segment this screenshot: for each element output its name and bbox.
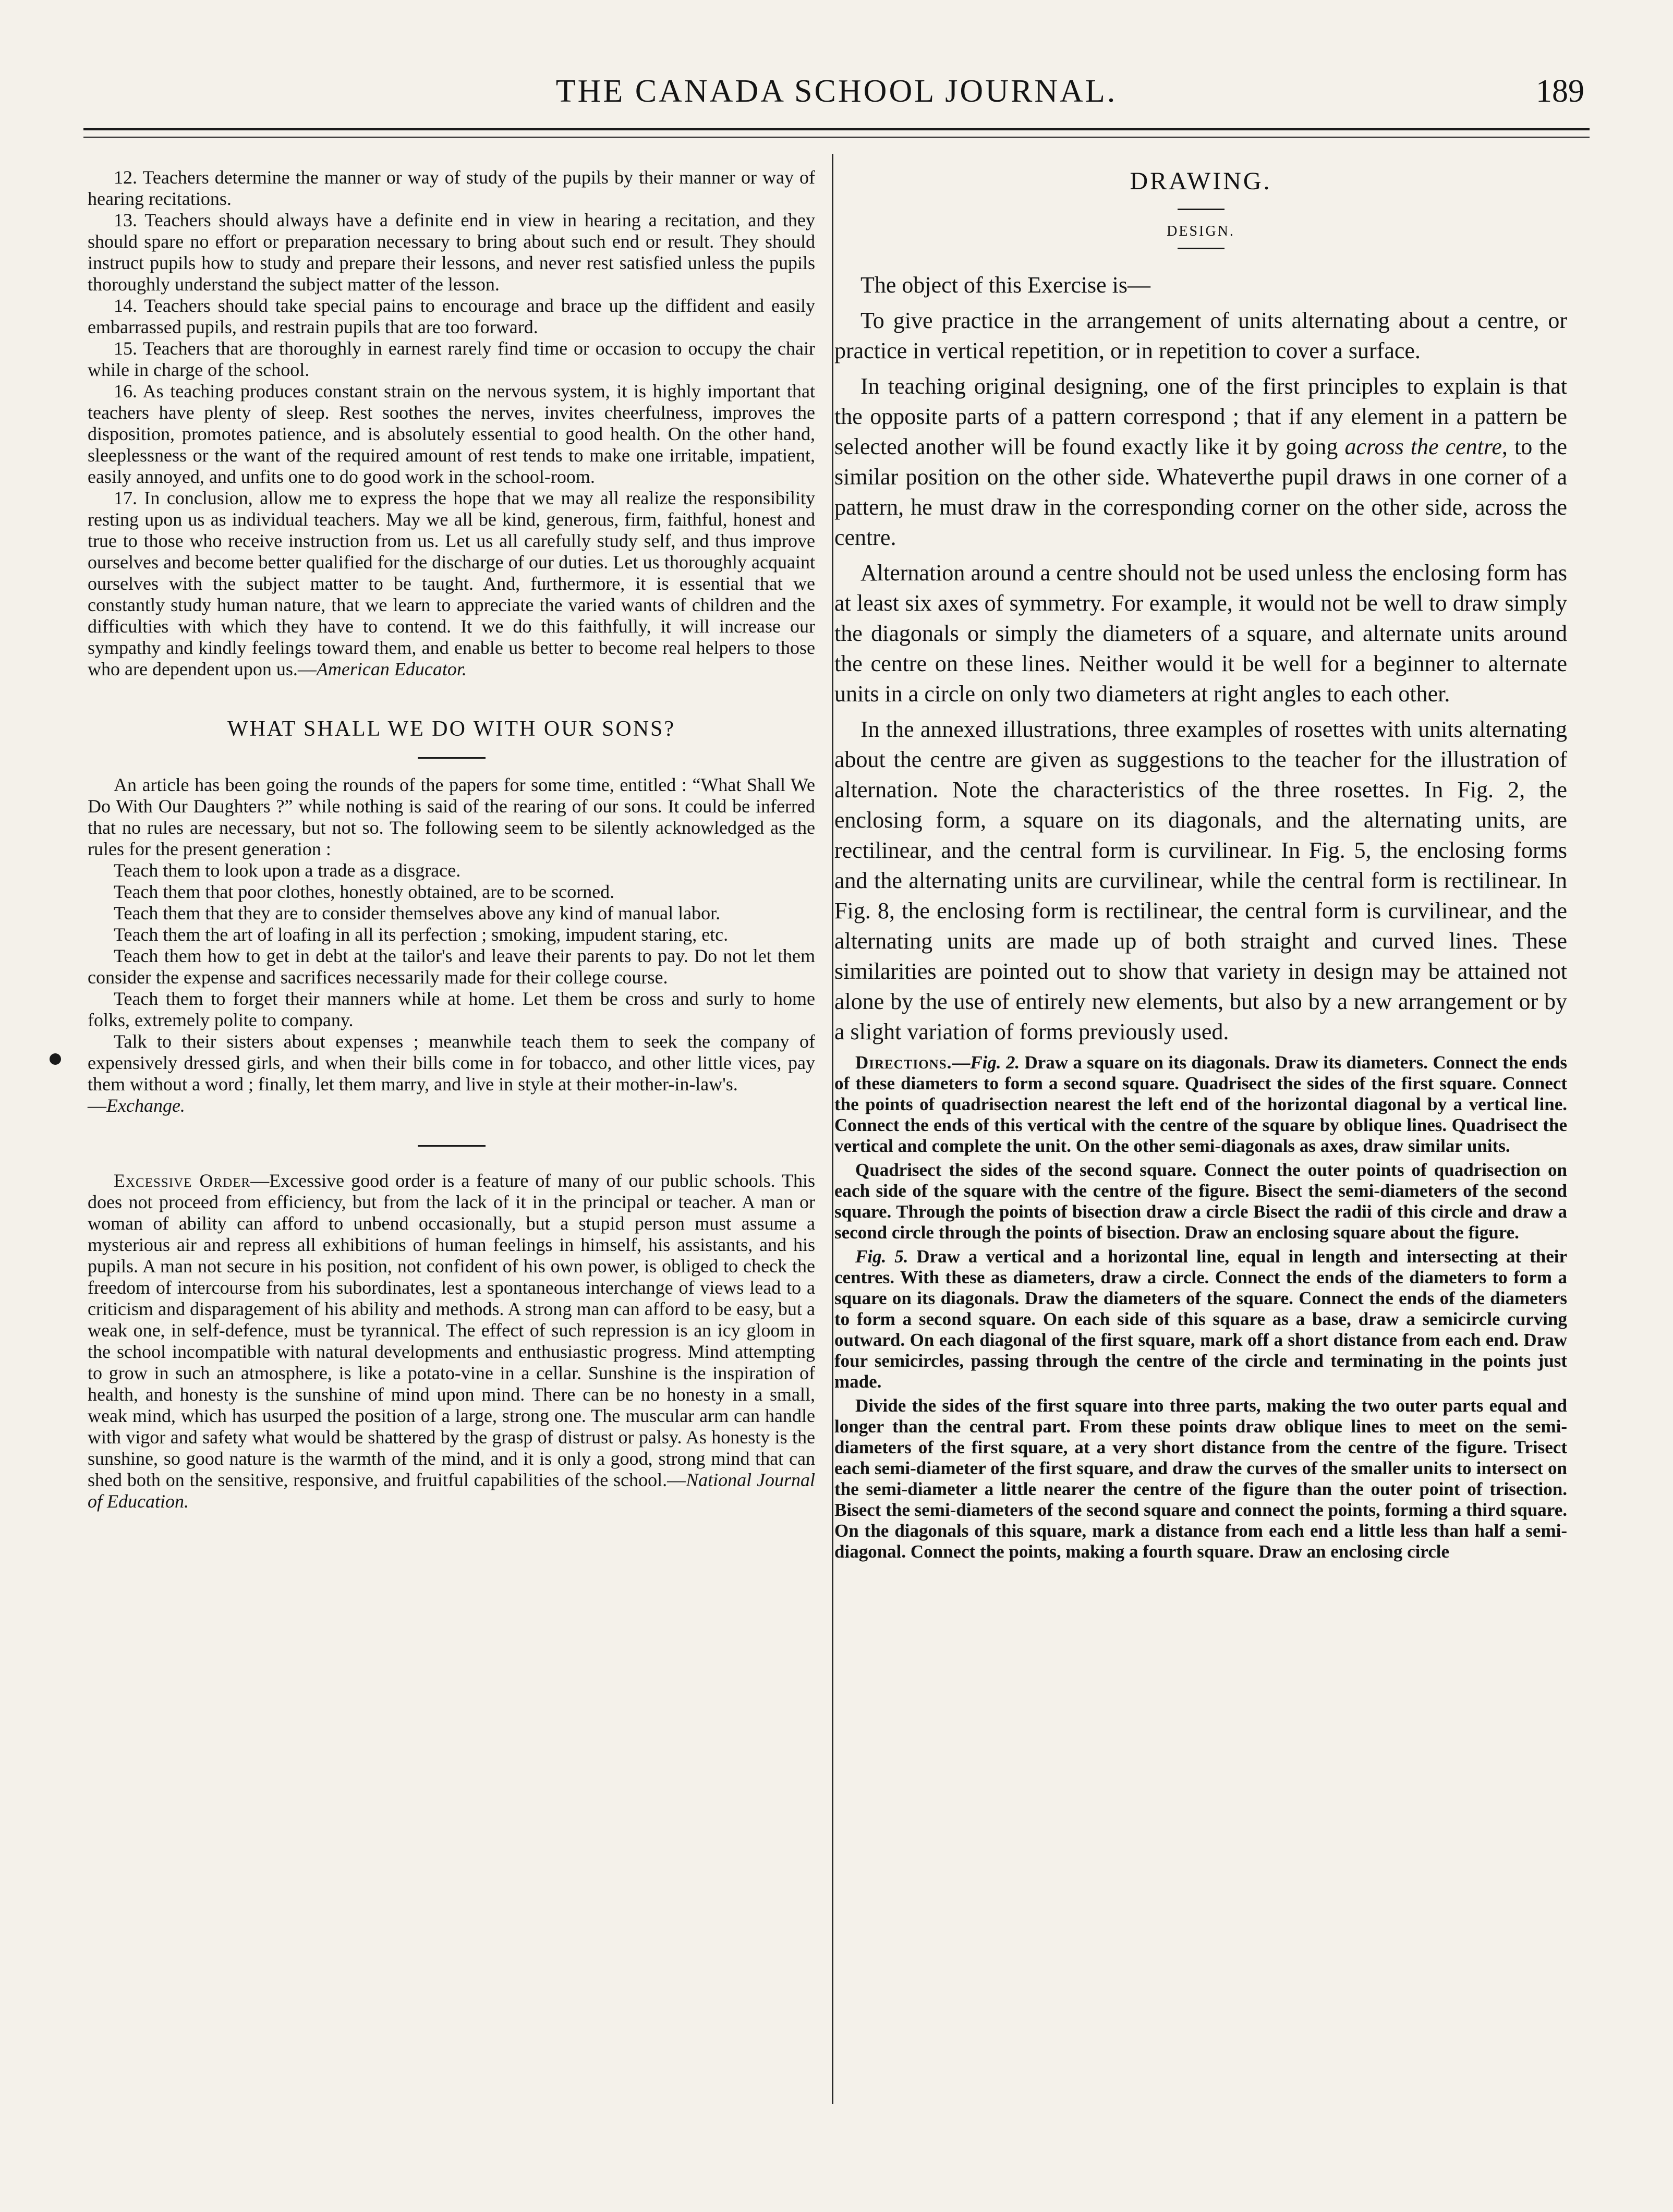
drawing-title-rule: [1178, 209, 1225, 210]
drawing-p3-em: across the centre: [1344, 434, 1502, 459]
left-column: [88, 167, 815, 1512]
directions-fig5-label: Fig. 5.: [855, 1246, 908, 1267]
directions-fig2: Directions.—Fig. 2. Draw a square on its diagonals. Draw its diameters. Connect the ends of these diameters to form a second square. Quadrisect the sides of the first square. Connect the points of quadrisection nearest the left end of the horizontal diagonal by a vertical line. Connect the ends of this vertical with the centre of the square by oblique lines. Quadrisect the vertical and complete the unit. On the other semi-diagonals as axes, draw similar units.: [834, 1052, 1567, 1156]
rule-16: 16. As teaching produces constant strain on the nervous system, it is highly important that teachers have plenty of sleep. Rest soothes the nerves, invites cheerfulness, improves the disposition, promotes patience, and is absolutely essential to good health. On the other hand, sleeplessness or the want of the required amount of rest tends to make one irritable, impatient, easily annoyed, and unfits one to do good work in the school-room.: [88, 381, 815, 487]
rule-12: 12. Teachers determine the manner or way of study of the pupils by their manner or way of hearing recitations.: [88, 167, 815, 209]
sons-item-2: Teach them that poor clothes, honestly obtained, are to be scorned.: [114, 881, 615, 902]
sons-source-line: —Exchange.: [88, 1095, 185, 1116]
sons-item-6: Teach them to forget their manners while at home. Let them be cross and surly to home folks, extremely polite to company.: [88, 988, 815, 1030]
drawing-p4: Alternation around a centre should not be used unless the enclosing form has at least six axes of symmetry. For example, it would not be well to draw simply the diagonals or simply the diameters of a square, and alternate units around the centre on these lines. Neither would it be well for a beginner to alternate units in a circle on only two diameters at right angles to each other.: [834, 560, 1567, 707]
drawing-body: [834, 270, 1567, 1047]
drawing-p1: The object of this Exercise is—: [860, 272, 1150, 298]
directions-fig5: [834, 1246, 1567, 1392]
order-heading: Excessive Order: [114, 1170, 251, 1191]
rule-17-text: 17. In conclusion, allow me to express the hope that we may all realize the responsibility resting upon us as individual teachers. May we all be kind, generous, firm, faithful, honest and true to those who receive instruction from us. Let us all carefully study self, and thus improve ourselves and become better qualified for the discharge of our duties. Let us thoroughly acquaint ourselves with the subject matter to be taught. And, furthermore, it is essential that we constantly study human nature, that we learn to appreciate the varied wants of children and the difficulties with which they have to contend. It we do this faithfully, it will increase our sympathy and kindly feelings toward them, and enable us better to become real helpers to those who are dependent upon us.: [88, 488, 815, 679]
section-rule: [418, 1145, 486, 1147]
order-text: Excessive good order is a feature of many of our public schools. This does not proceed from efficiency, but from the lack of it in the principal or teacher. A man or woman of ability can afford to unbend occasionally, but a stupid person must assume a mysterious air and repress all exhibitions of human feelings in himself, his assistants, and his pupils. A man not secure in his position, not confident of his own power, is obliged to check the freedom of intercourse from his subordinates, lest a spontaneous interchange of views lead to a criticism and disparagement of his ability and methods. A strong man can afford to be easy, but a weak one, in self-defence, must be tyrannical. The effect of such repression is an icy gloom in the school incompatible with natural developments and enthusiastic progress. Mind attempting to grow in such an atmosphere, is like a potato-vine in a cellar. Sunshine is the inspiration of health, and honesty is the sunshine of mind upon mind. There can be no honesty in a small, weak mind, which has usurped the position of a large, strong one. The muscular arm can handle with vigor and safety what would be shattered by the grasp of distrust or palsy. As honesty is the sunshine, so good nature is the warmth of the mind, and it is only a good, strong mind that can shed both on the sensitive, responsive, and fruitful capabilities of the school.: [88, 1170, 815, 1490]
directions-p7: Quadrisect the sides of the second square. Connect the outer points of quadrisection on each side of the square with the centre of the figure. Bisect the semi-diameters of the second square. Through the points of bisection draw a circle Bisect the radii of this circle and draw a second circle through the points of bisection. Draw an enclosing square about the figure.: [834, 1160, 1567, 1243]
drawing-p3: [834, 371, 1567, 553]
order-paragraph: Excessive Order—Excessive good order is a feature of many of our public schools. This does not proceed from efficiency, but from the lack of it in the principal or teacher. A man or woman of ability can afford to unbend occasionally, but a stupid person must assume a mysterious air and repress all exhibitions of human feelings in himself, his assistants, and his pupils. A man not secure in his position, not confident of his own power, is obliged to check the freedom of intercourse from his subordinates, lest a spontaneous interchange of views lead to a criticism and disparagement of his ability and methods. A strong man can afford to be easy, but a weak one, in self-defence, must be tyrannical. The effect of such repression is an icy gloom in the school incompatible with natural developments and enthusiastic progress. Mind attempting to grow in such an atmosphere, is like a potato-vine in a cellar. Sunshine is the inspiration of health, and honesty is the sunshine of mind upon mind. There can be no honesty in a small, weak mind, which has usurped the position of a large, strong one. The muscular arm can handle with vigor and safety what would be shattered by the grasp of distrust or palsy. As honesty is the sunshine, so good nature is the warmth of the mind, and it is only a good, strong mind that can shed both on the sensitive, responsive, and fruitful capabilities of the school.—National Journal of Education.: [88, 1170, 815, 1512]
rule-17: 17. In conclusion, allow me to express the hope that we may all realize the responsibility resting upon us as individual teachers. May we all be kind, generous, firm, faithful, honest and true to those who receive instruction from us. Let us all carefully study self, and thus improve ourselves and become better qualified for the discharge of our duties. Let us thoroughly acquaint ourselves with the subject matter to be taught. And, furthermore, it is essential that we constantly study human nature, that we learn to appreciate the varied wants of children and the difficulties with which they have to contend. It we do this faithfully, it will increase our sympathy and kindly feelings toward them, and enable us better to become real helpers to those who are dependent upon us.—American Educator.: [88, 488, 815, 679]
drawing-p3-a: In teaching original designing, one of the first principles to explain is that the opposite parts of a pattern correspond ; that if any element in a pattern be selected another will be found exactly like it by going: [834, 373, 1567, 459]
sons-item-3: Teach them that they are to consider themselves above any kind of manual labor.: [114, 903, 721, 923]
directions-body: [834, 1052, 1567, 1562]
page-number: 189: [1536, 74, 1584, 109]
right-column: [834, 167, 1567, 1565]
rule-17-source: American Educator.: [316, 659, 467, 679]
header-rule-thin: [83, 137, 1590, 138]
margin-mark: [50, 1053, 61, 1065]
directions-label: Directions.: [855, 1052, 952, 1073]
drawing-p2: To give practice in the arrangement of units alternating about a centre, or practice in vertical repetition, or in repetition to cover a surface.: [834, 308, 1567, 363]
sons-item-7: Talk to their sisters about expenses ; meanwhile teach them to seek the company of expensively dressed girls, and when their bills come in for tobacco, and other little vices, pay them without a word ; finally, let them marry, and live in style at their mother-in-law's.: [88, 1031, 815, 1095]
sons-intro: An article has been going the rounds of the papers for some time, entitled : “What Shall We Do With Our Daughters ?” while nothing is said of the rearing of our sons. It could be inferred that no rules are necessary, but not so. The following seem to be silently acknowledged as the rules for the present generation :: [88, 774, 815, 859]
sons-item-1: Teach them to look upon a trade as a disgrace.: [114, 860, 461, 881]
sons-title: WHAT SHALL WE DO WITH OUR SONS?: [227, 717, 676, 741]
directions-fig2-label: Fig. 2.: [970, 1052, 1020, 1073]
design-subtitle: DESIGN.: [1167, 223, 1235, 239]
sons-source: Exchange.: [106, 1095, 185, 1116]
rule-15: 15. Teachers that are thoroughly in earnest rarely find time or occasion to occupy the chair while in charge of the school.: [88, 338, 815, 380]
header-rule: [83, 128, 1590, 130]
drawing-p5: In the annexed illustrations, three examples of rosettes with units alternating about the centre are given as suggestions to the teacher for the illustration of alternation. Note the characteristics of the three rosettes. In Fig. 2, the enclosing form, a square on its diagonals, and the alternating units, are rectilinear, and the central form is curvilinear. In Fig. 5, the enclosing forms and the alternating units are curvilinear, while the central form is rectilinear. In Fig. 8, the enclosing form is rectilinear, the central form is curvilinear, and the alternating units are made up of both straight and curved lines. These similarities are pointed out to show that variety in design may be attained not alone by the use of entirely new elements, but also by a new arrangement or by a slight variation of forms previously used.: [834, 716, 1567, 1044]
page-header: [83, 73, 1590, 120]
order-source: National Journal of Education.: [88, 1469, 815, 1512]
sons-item-5: Teach them how to get in debt at the tailor's and leave their parents to pay. Do not let them consider the expense and sacrifices necessarily made for their college course.: [88, 945, 815, 988]
drawing-title: DRAWING.: [1130, 167, 1272, 195]
rule-13: 13. Teachers should always have a definite end in view in hearing a recitation, and they should spare no effort or preparation necessary to bring about such end or result. They should instruct pupils how to study and prepare their lessons, and never rest satisfied unless the pupils thoroughly understand the subject matter of the lesson.: [88, 210, 815, 295]
column-divider: [832, 154, 833, 2104]
directions-fig5-text: Draw a vertical and a horizontal line, equal in length and intersecting at their centres. With these as diameters, draw a circle. Connect the ends of the diameters to form a square on its diagonals. Draw the diameters of the square. Connect the ends of the diameters to form a second square. On each side of this square as a base, draw a semicircle curving outward. On each diagonal of the first square, mark off a short distance from each end. Draw four semicircles, passing through the centre of the circle and terminating in the points just made.: [834, 1246, 1567, 1392]
rule-14: 14. Teachers should take special pains to encourage and brace up the diffident and easily embarrassed pupils, and restrain pupils that are too forward.: [88, 295, 815, 337]
sons-item-4: Teach them the art of loafing in all its perfection ; smoking, impudent staring, etc.: [114, 924, 729, 945]
directions-p9: Divide the sides of the first square into three parts, making the two outer parts equal and longer than the central part. From these points draw oblique lines to meet on the semi-diameters of the first square, at a very short distance from the centre of the figure. Trisect each semi-diameter of the first square, and draw the curves of the smaller units to intersect on the semi-diameter a little nearer the centre of the figure than the outer point of trisection. Bisect the semi-diameters of the second square and connect the points, forming a third square. On the diagonals of this square, mark a distance from each end a little less than half a semi-diagonal. Connect the points, making a fourth square. Draw an enclosing circle: [834, 1395, 1567, 1562]
drawing-p3-b: , to the similar position on the other side. Whateverthe pupil draws in one corner of a pattern, he must draw in the corresponding corner on the other side, across the centre.: [834, 434, 1568, 550]
directions-fig2-text: Draw a square on its diagonals. Draw its diameters. Connect the ends of these diameters to form a second square. Quadrisect the sides of the first square. Connect the points of quadrisection nearest the left end of the horizontal diagonal by a vertical line. Connect the ends of this vertical with the centre of the square by oblique lines. Quadrisect the vertical and complete the unit. On the other semi-diagonals as axes, draw similar units.: [834, 1052, 1567, 1156]
journal-title: THE CANADA SCHOOL JOURNAL.: [555, 74, 1118, 109]
